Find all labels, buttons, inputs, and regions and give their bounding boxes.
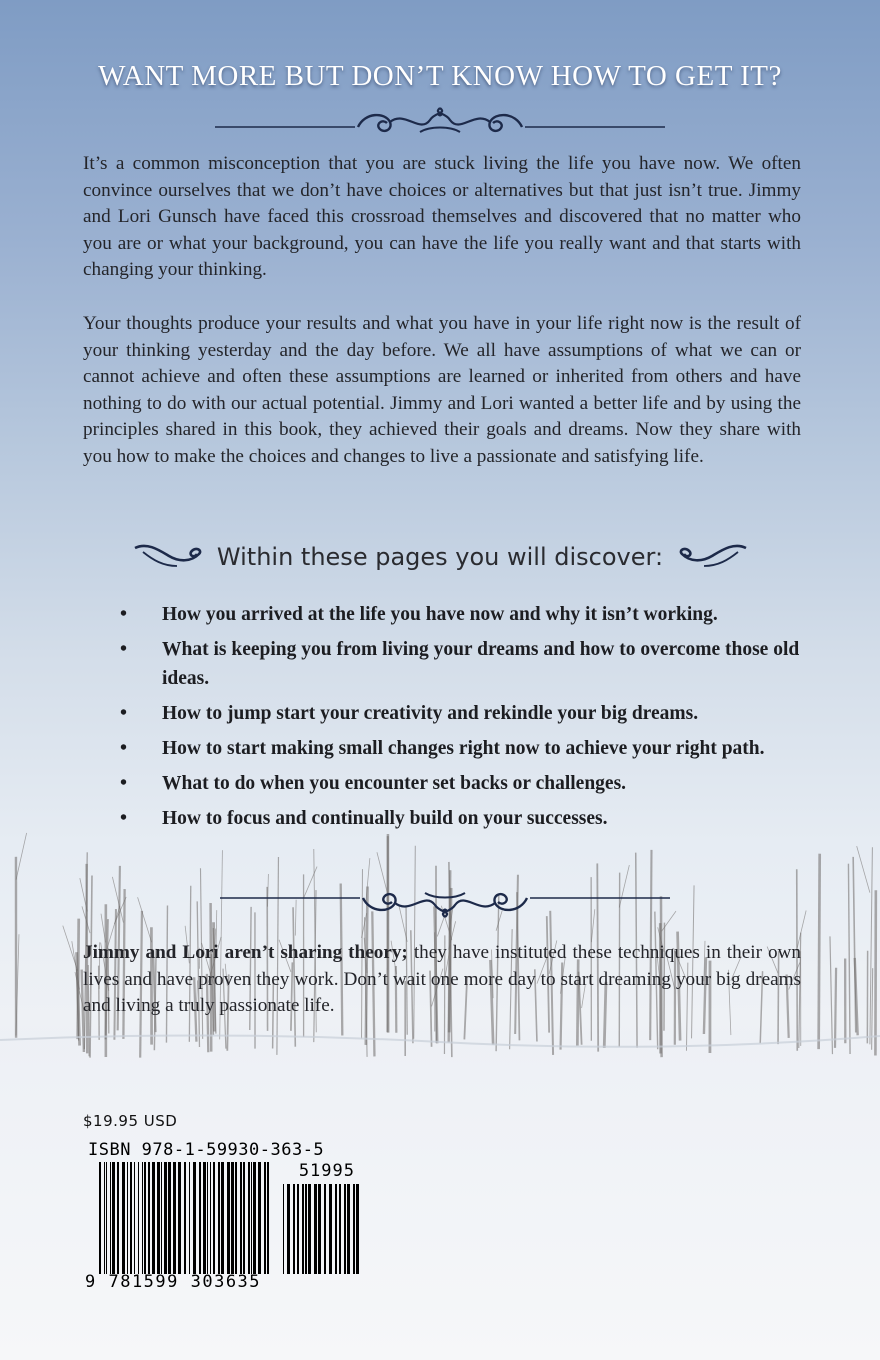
list-item: • How to jump start your creativity and rekindle your big dreams. — [120, 699, 820, 728]
flourish-divider-bottom — [220, 882, 670, 918]
addon-barcode-bars — [283, 1184, 359, 1274]
barcode-bar — [258, 1162, 261, 1274]
barcode-bar — [210, 1162, 211, 1274]
barcode-bar — [127, 1162, 128, 1274]
tree-branch — [138, 897, 152, 942]
barcode-bar — [104, 1162, 105, 1274]
bullet-icon: • — [120, 638, 128, 660]
list-item: • How to start making small changes right now to achieve your right path. — [120, 734, 820, 763]
barcode-bar — [203, 1162, 206, 1274]
barcode-bar — [231, 1162, 234, 1274]
barcode-bar — [253, 1162, 256, 1274]
barcode-bar — [184, 1162, 186, 1274]
barcode-bar — [193, 1162, 196, 1274]
barcode-bar — [157, 1162, 160, 1274]
flourish-right-icon — [676, 540, 748, 574]
barcode — [83, 1136, 363, 1296]
barcode-bar — [305, 1184, 307, 1274]
barcode-bar — [302, 1184, 304, 1274]
barcode-bar — [267, 1162, 269, 1274]
barcode-bar — [243, 1162, 245, 1274]
intro-paragraph: It’s a common misconception that you are stuck living the life you have now. We often convince ourselves that we don’t have choices or alternatives but that just isn’t true. Jimmy and Lori Gunsch have faced this crossroad themselves and discovered that no matter who you are or what your background, you can have the life you really want and that starts with changing your thinking. — [83, 153, 801, 280]
barcode-bar — [138, 1162, 139, 1274]
list-item: • What to do when you encounter set backs or challenges. — [120, 769, 820, 798]
barcode-bar — [189, 1162, 190, 1274]
second-paragraph: Your thoughts produce your results and what you have in your life right now is the result of your thinking yesterday and the day before. We all have assumptions of what we can or cannot achieve and often these assumptions are learned or inherited from others and have nothing to do with our actual potential. Jimmy and Lori wanted a better life and by using the principles shared in this book, they achieved their goals and dreams. Now they share with you how to make the choices and changes to live a passionate and satisfying life. — [83, 313, 801, 467]
closing-bold: Jimmy and Lori aren’t sharing theory; — [83, 942, 408, 963]
tree-branch — [16, 833, 27, 880]
barcode-bar — [213, 1162, 215, 1274]
price-supplement-code: 51995 — [298, 1161, 355, 1181]
barcode-bar — [130, 1162, 132, 1274]
price-label: $19.95 USD — [83, 1112, 178, 1130]
barcode-digits: 9 781599 303635 — [85, 1272, 262, 1292]
barcode-bar — [106, 1162, 107, 1274]
barcode-bar — [353, 1184, 355, 1274]
barcode-bar — [199, 1162, 201, 1274]
barcode-bar — [117, 1162, 119, 1274]
barcode-bar — [283, 1184, 284, 1274]
barcode-bar — [122, 1162, 125, 1274]
barcode-bar — [110, 1162, 111, 1274]
discover-list — [120, 600, 820, 839]
barcode-bar — [218, 1162, 220, 1274]
barcode-bar — [221, 1162, 224, 1274]
closing-rest: they have instituted these techniques in their own lives and have proven they work. Don’t wait one more day to start dreaming your big dreams and living a truly passionate life. — [83, 942, 801, 1016]
barcode-bar — [178, 1162, 181, 1274]
barcode-bar — [324, 1184, 326, 1274]
bullet-icon: • — [120, 807, 128, 829]
ean-barcode-bars — [99, 1162, 271, 1274]
barcode-bar — [164, 1162, 167, 1274]
barcode-bar — [99, 1162, 101, 1274]
barcode-bar — [329, 1184, 332, 1274]
bullet-icon: • — [120, 702, 128, 724]
barcode-bar — [347, 1184, 350, 1274]
tree-branch — [857, 846, 870, 893]
cover-headline: WANT MORE BUT DON’T KNOW HOW TO GET IT? — [98, 60, 782, 92]
barcode-bar — [314, 1184, 317, 1274]
barcode-bar — [173, 1162, 176, 1274]
barcode-bar — [308, 1184, 311, 1274]
barcode-bar — [339, 1184, 341, 1274]
barcode-bar — [168, 1162, 171, 1274]
list-item: • What is keeping you from living your dreams and how to overcome those old ideas. — [120, 635, 820, 693]
barcode-bar — [297, 1184, 299, 1274]
barcode-bar — [235, 1162, 237, 1274]
bullet-icon: • — [120, 772, 128, 794]
barcode-bar — [293, 1184, 295, 1274]
flourish-divider-top — [215, 104, 665, 140]
isbn-label: ISBN 978-1-59930-363-5 — [88, 1140, 325, 1160]
barcode-bar — [344, 1184, 346, 1274]
barcode-bar — [161, 1162, 162, 1274]
closing-paragraph — [83, 940, 801, 1020]
barcode-bar — [207, 1162, 208, 1274]
bullet-icon: • — [120, 737, 128, 759]
list-item: • How to focus and continually build on your successes. — [120, 804, 820, 833]
barcode-bar — [248, 1162, 250, 1274]
barcode-bar — [264, 1162, 266, 1274]
barcode-bar — [227, 1162, 230, 1274]
bullet-icon: • — [120, 603, 128, 625]
barcode-bar — [152, 1162, 155, 1274]
barcode-bar — [134, 1162, 135, 1274]
barcode-bar — [112, 1162, 115, 1274]
barcode-bar — [335, 1184, 337, 1274]
tree-trunk — [835, 968, 836, 1048]
barcode-bar — [240, 1162, 242, 1274]
barcode-bar — [287, 1184, 290, 1274]
discover-heading: Within these pages you will discover: — [216, 543, 664, 571]
barcode-bar — [142, 1162, 143, 1274]
list-item: • How you arrived at the life you have now and why it isn’t working. — [120, 600, 820, 629]
barcode-bar — [356, 1184, 359, 1274]
barcode-bar — [318, 1184, 321, 1274]
barcode-bar — [251, 1162, 252, 1274]
barcode-bar — [148, 1162, 150, 1274]
tree-trunk — [819, 854, 820, 1049]
barcode-bar — [144, 1162, 146, 1274]
